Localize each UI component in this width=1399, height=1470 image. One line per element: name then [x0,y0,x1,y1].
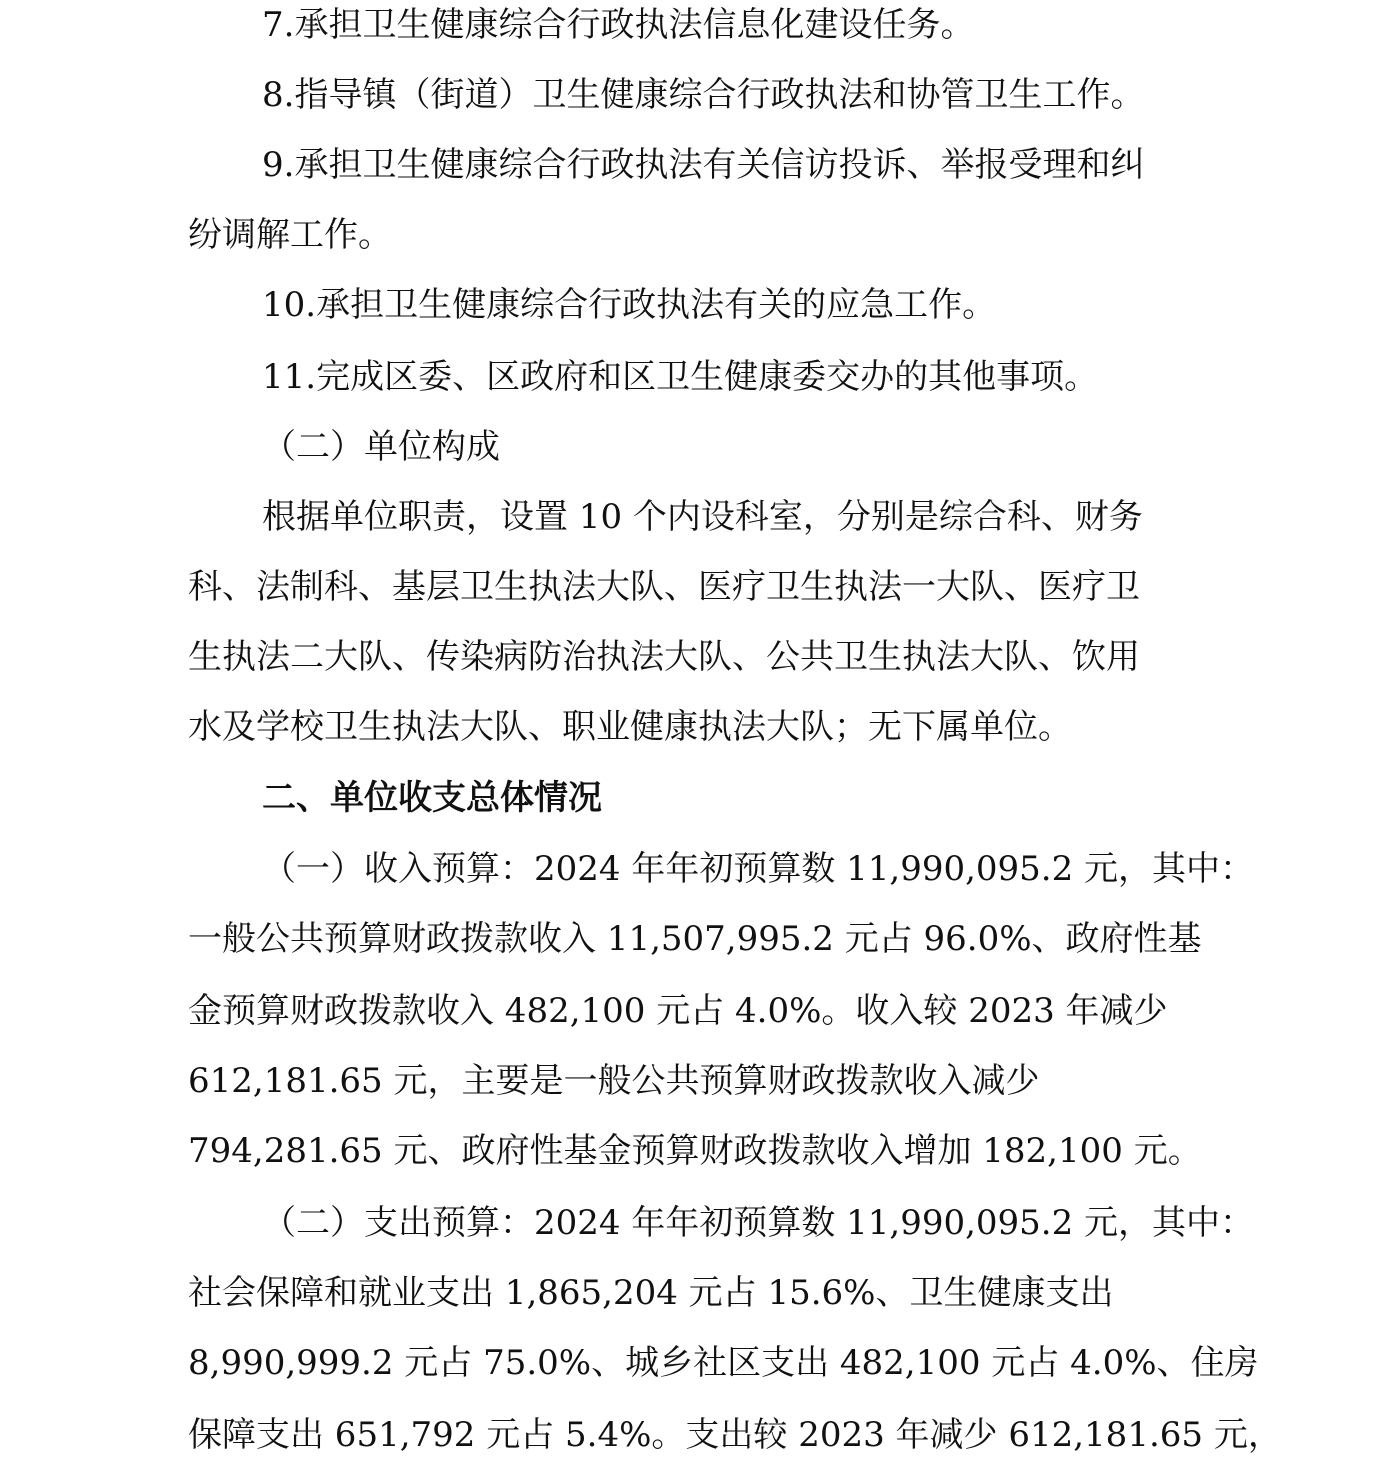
subheading-unit-composition [0,412,1399,482]
text-line-13: （一）收入预算：2024 年年初预算数 11,990,095.2 元，其中： [262,849,1255,889]
text-line-6: 11.完成区委、区政府和区卫生健康委交办的其他事项。 [262,357,1099,397]
paragraph-expenditure-budget-line-3 [0,1328,1399,1398]
paragraph-income-budget-line-2 [0,904,1399,974]
paragraph-item-10 [0,270,1399,340]
paragraph-income-budget-line-4 [0,1046,1399,1116]
text-line-19: 社会保障和就业支出 1,865,204 元占 15.6%、卫生健康支出 [188,1273,1114,1313]
paragraph-item-11 [0,342,1399,412]
text-line-21: 保障支出 651,792 元占 5.4%。支出较 2023 年减少 612,181.65 元， [188,1415,1282,1455]
text-line-14: 一般公共预算财政拨款收入 11,507,995.2 元占 96.0%、政府性基 [188,919,1202,959]
section-heading-budget-overview [0,763,1399,833]
text-line-7: （二）单位构成 [262,427,500,467]
paragraph-expenditure-budget-line-2 [0,1258,1399,1328]
paragraph-item-7 [0,0,1399,60]
text-line-1: 7.承担卫生健康综合行政执法信息化建设任务。 [262,5,975,45]
paragraph-expenditure-budget [0,1188,1399,1258]
text-line-2: 8.指导镇（街道）卫生健康综合行政执法和协管卫生工作。 [262,75,1145,115]
text-line-17: 794,281.65 元、政府性基金预算财政拨款收入增加 182,100 元。 [188,1131,1202,1171]
paragraph-unit-composition-line-3 [0,622,1399,692]
paragraph-expenditure-budget-line-4 [0,1400,1399,1470]
text-line-12: 二、单位收支总体情况 [262,778,602,818]
paragraph-unit-composition-line-2 [0,552,1399,622]
paragraph-unit-composition [0,482,1399,552]
text-line-3: 9.承担卫生健康综合行政执法有关信访投诉、举报受理和纠 [262,145,1145,185]
text-line-5: 10.承担卫生健康综合行政执法有关的应急工作。 [262,285,997,325]
text-line-18: （二）支出预算：2024 年年初预算数 11,990,095.2 元，其中： [262,1203,1255,1243]
paragraph-income-budget-line-3 [0,976,1399,1046]
text-line-8: 根据单位职责，设置 10 个内设科室，分别是综合科、财务 [262,497,1143,537]
paragraph-income-budget [0,834,1399,904]
text-line-16: 612,181.65 元，主要是一般公共预算财政拨款收入减少 [188,1061,1040,1101]
text-line-4: 纷调解工作。 [188,215,392,255]
text-line-20: 8,990,999.2 元占 75.0%、城乡社区支出 482,100 元占 4.0%、住房 [188,1343,1259,1383]
text-line-10: 生执法二大队、传染病防治执法大队、公共卫生执法大队、饮用 [188,637,1140,677]
paragraph-item-8 [0,60,1399,130]
paragraph-unit-composition-line-4 [0,692,1399,762]
text-line-9: 科、法制科、基层卫生执法大队、医疗卫生执法一大队、医疗卫 [188,567,1140,607]
paragraph-income-budget-line-5 [0,1116,1399,1186]
text-line-11: 水及学校卫生执法大队、职业健康执法大队；无下属单位。 [188,707,1072,747]
text-line-15: 金预算财政拨款收入 482,100 元占 4.0%。收入较 2023 年减少 [188,991,1168,1031]
paragraph-item-9-continuation [0,200,1399,270]
paragraph-item-9 [0,130,1399,200]
